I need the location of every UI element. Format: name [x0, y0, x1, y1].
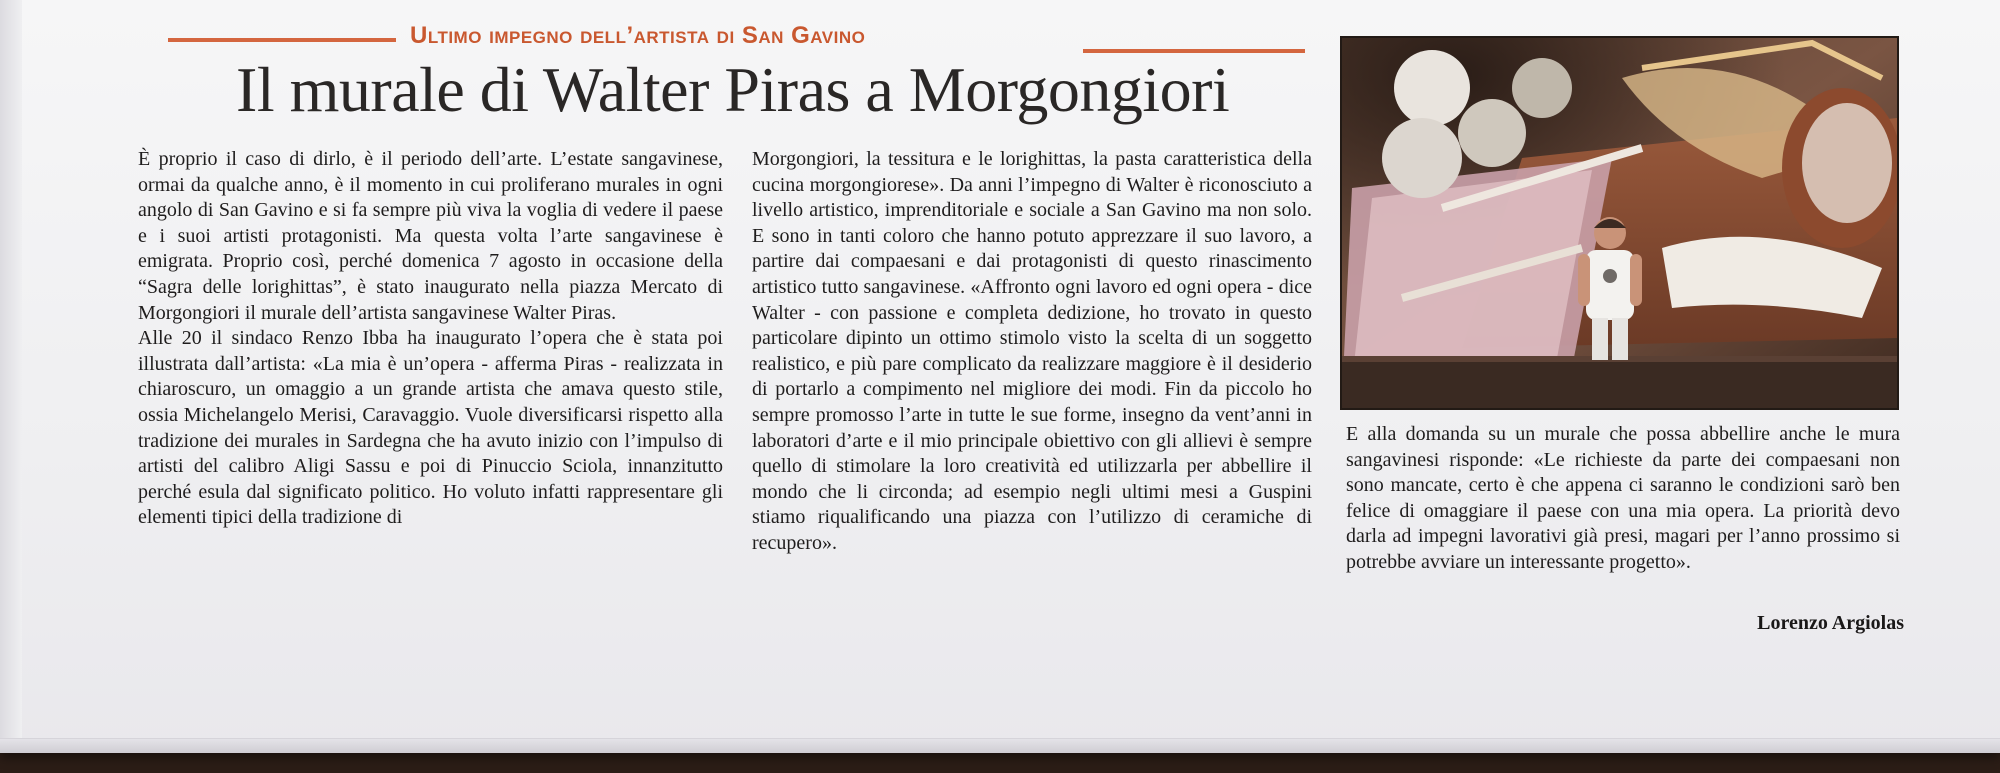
page-fold [0, 738, 2000, 753]
article-byline: Lorenzo Argiolas [1757, 612, 1904, 634]
column-1-paragraph-2: Alle 20 il sindaco Renzo Ibba ha inaugurato l’opera che è stata poi illustrata dall’artista: «La mia è un’opera - afferma Piras - realizzata in chiaroscuro, un omaggio a un grande artista che amava questo stile, ossia Michelangelo Merisi, Caravaggio. Vuole diversificarsi rispetto alla tradizione dei murales in Sardegna che ha avuto inizio con l’impulso di artisti del calibro Aligi Sassu e poi di Pinuccio Sciola, innanzitutto perché esula dal significato politico. Ho voluto infatti rappresentare gli elementi tipici della tradizione di [138, 327, 723, 529]
page-gutter [0, 0, 22, 752]
article-column-2 [752, 147, 1312, 557]
column-1-paragraph-1: È proprio il caso di dirlo, è il periodo dell’arte. L’estate sangavinese, ormai da qualche anno, è il momento in cui proliferano murales in ogni angolo di San Gavino e si fa sempre più viva la voglia di vedere il paese e i suoi artisti protagonisti. Ma questa volta l’arte sangavinese è emigrata. Proprio così, perché domenica 7 agosto in occasione della “Sagra delle lorighittas”, è stato inaugurato nella piazza Mercato di Morgongiori il murale dell’artista sangavinese Walter Piras. [138, 148, 723, 324]
mural-photo [1340, 36, 1899, 410]
column-2-paragraph-1: Morgongiori, la tessitura e le lorighittas, la pasta caratteristica della cucina morgongiorese». Da anni l’impegno di Walter è riconosciuto a livello artistico, imprenditoriale e sociale a San Gavino ma non solo. E sono in tanti coloro che hanno potuto apprezzare il suo lavoro, a partire dai compaesani e dai protagonisti di questo rinascimento artistico tutto sangavinese. «Affronto ogni lavoro ed ogni opera - dice Walter - con passione e completa dedizione, ho trovato in questo particolare dipinto un ottimo stimolo visto la scelta di un soggetto realistico, e più pare complicato da realizzare maggiore è il desiderio di portarlo a compimento nel migliore dei modi. Fin da piccolo ho sempre promosso l’arte in tutte le sue forme, insegno da vent’anni in laboratori d’arte e il mio principale obiettivo con gli allievi è sempre quello di stimolare la loro creatività ed utilizzarla per abbellire il mondo che li circonda; ad esempio negli ultimi mesi a Guspini stiamo riqualificando una piazza con l’utilizzo di ceramiche di recupero». [752, 148, 1312, 554]
article-title: Il murale di Walter Piras a Morgongiori [236, 54, 1230, 125]
kicker-rule-right [1083, 49, 1305, 53]
kicker-rule-left [168, 38, 396, 42]
article-column-3 [1346, 422, 1900, 576]
mural-photo-image [1342, 38, 1897, 408]
article-kicker: Ultimo impegno dell’artista di San Gavino [410, 22, 866, 49]
column-3-paragraph-1: E alla domanda su un murale che possa abbellire anche le mura sangavinesi risponde: «Le richieste da parte dei compaesani non sono mancate, certo è che appena ci saranno le condizioni sarò ben felice di omaggiare il paese con una mia opera. La priorità devo darla ad impegni lavorativi già presi, magari per l’anno prossimo si potrebbe avviare un interessante progetto». [1346, 423, 1900, 573]
article-column-1 [138, 147, 723, 531]
